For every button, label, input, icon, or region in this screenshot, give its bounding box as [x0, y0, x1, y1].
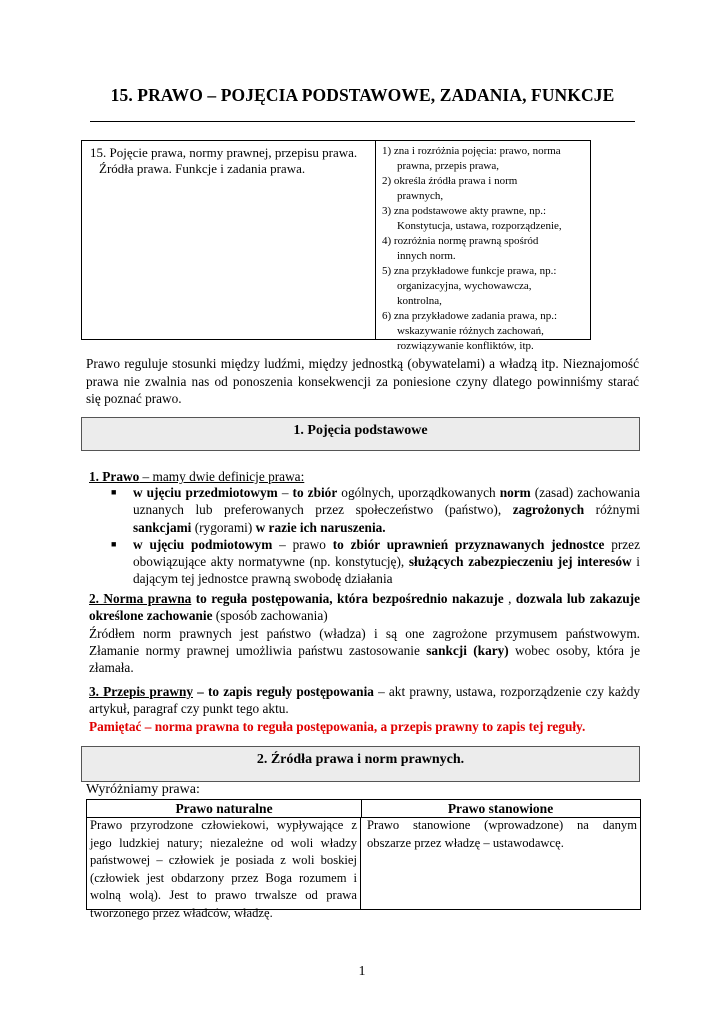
text: przez	[604, 536, 640, 552]
text: i	[631, 554, 640, 570]
text: złamała.	[89, 660, 134, 676]
law-definitions-list	[89, 484, 640, 588]
cell-line: państwowej – człowiek je posiada z woli boskiej	[90, 853, 357, 867]
bold-text: to reguła postępowania, która bezpośrednio nakazuje	[191, 591, 504, 606]
remember-note: Pamiętać – norma prawna to reguła postępowania, a przepis prawny to zapis tej reguły.	[89, 718, 586, 734]
list-item-subjective-definition	[89, 536, 640, 588]
page-title: 15. PRAWO – POJĘCIA PODSTAWOWE, ZADANIA, FUNKCJE	[110, 85, 615, 105]
objective-text: Konstytucja, ustawa, rozporządzenie,	[397, 220, 562, 232]
bold-text: norm	[499, 485, 531, 500]
objective-text: 3) zna podstawowe akty prawne, np.:	[382, 205, 547, 217]
text: ,	[503, 591, 516, 606]
statutory-law-cell	[361, 817, 640, 909]
header-statutory-law: Prawo stanowione	[447, 801, 554, 816]
intro-line: prawa nie zwalnia nas od ponoszenia konsekwencji za poniesione czyny dlatego powinniśmy starać	[86, 373, 639, 389]
law-types-intro: Wyróżniamy prawa:	[86, 782, 200, 797]
cell-line: Prawo przyrodzone człowiekowi, wypływające z	[90, 818, 357, 832]
definition-legal-norm	[89, 590, 640, 676]
intro-line: Prawo reguluje stosunki między ludźmi, między jednostką (obywatelami) a władzą itp. Nieznajomość	[86, 356, 639, 371]
bold-text: – to zapis reguły postępowania	[193, 684, 374, 699]
text: (zasad) zachowania	[530, 485, 640, 500]
bold-text: w ujęciu przedmiotowym	[133, 485, 278, 500]
text: Źródłem norm prawnych jest państwo (władza) i są one zagrożone przymusem państwowym.	[89, 625, 640, 641]
intro-paragraph	[86, 355, 639, 408]
objective-text: 1) zna i rozróżnia pojęcia: prawo, norma	[382, 145, 561, 157]
topic-line-2: Źródła prawa. Funkcje i zadania prawa.	[99, 161, 306, 176]
topic-line-1: 15. Pojęcie prawa, normy prawnej, przepisu prawa.	[90, 145, 358, 160]
objectives-list-cell	[376, 141, 590, 352]
objectives-topic-cell	[82, 141, 376, 339]
cell-line: (człowiek jest obdarzony przez Boga rozumem i	[90, 870, 357, 885]
text: (sposób zachowania)	[212, 608, 328, 624]
objective-text: prawnych,	[397, 190, 444, 202]
page-number: 1	[358, 964, 366, 979]
objective-item-2	[382, 174, 586, 204]
law-label-rest: – mamy dwie definicje prawa:	[139, 469, 305, 484]
objective-text: rozwiązywanie konfliktów, itp.	[397, 340, 534, 352]
objective-text: 5) zna przykładowe funkcje prawa, np.:	[382, 265, 557, 277]
bold-text: w ujęciu podmiotowym	[133, 536, 273, 552]
section-heading-2: 2. Źródła prawa i norm prawnych.	[81, 746, 640, 782]
title-underline	[90, 121, 635, 122]
text: (rygorami)	[191, 519, 256, 535]
square-bullet-icon: ■	[111, 487, 117, 497]
norm-label: 2. Norma prawna	[89, 591, 192, 606]
law-types-table	[86, 799, 641, 920]
objective-text: kontrolna,	[397, 295, 442, 307]
bold-text: sankcjami	[133, 519, 192, 535]
objective-text: organizacyjna, wychowawcza,	[397, 280, 532, 292]
bold-text: określone zachowanie	[89, 608, 213, 624]
intro-line: się poznać prawo.	[86, 391, 182, 406]
table-header-row	[87, 800, 640, 818]
text: wobec osoby, która je	[508, 642, 640, 658]
text: ogólnych, uporządkowanych	[337, 485, 500, 500]
text: –	[277, 485, 293, 500]
objective-item-4	[382, 234, 586, 264]
objective-text: wskazywanie różnych zachowań,	[397, 325, 544, 337]
objective-text: innych norm.	[397, 250, 456, 262]
objective-item-3	[382, 204, 586, 234]
definition-legal-provision	[89, 683, 640, 735]
objective-item-5	[382, 264, 586, 309]
header-natural-law: Prawo naturalne	[87, 800, 362, 817]
text: obowiązujące akty normatywne (np. konstytucję),	[133, 554, 409, 570]
bold-text: dozwala lub zakazuje	[515, 591, 640, 606]
objective-text: 4) rozróżnia normę prawną spośród	[382, 235, 539, 247]
text: różnymi	[584, 502, 640, 518]
objective-item-1	[382, 144, 586, 174]
definition-law-heading	[89, 468, 640, 485]
text: – akt prawny, ustawa, rozporządzenie czy każdy	[373, 684, 640, 699]
cell-line: jego ludzkiej natury; niezależne od woli władzy	[90, 835, 357, 850]
text: uznanych lub preferowanych przez społeczeństwo (państwo),	[133, 502, 513, 518]
objectives-table	[81, 140, 591, 352]
natural-law-cell	[87, 817, 361, 920]
text: – prawo	[272, 536, 333, 552]
objective-text: 2) określa źródła prawa i norm	[382, 175, 518, 187]
bold-text: w razie ich naruszenia.	[255, 519, 386, 535]
objective-text: prawna, przepis prawa,	[397, 160, 500, 172]
text: dającym tej jednostce prawną swobodę działania	[133, 571, 393, 587]
objective-text: 6) zna przykładowe zadania prawa, np.:	[382, 310, 558, 322]
provision-label: 3. Przepis prawny	[89, 684, 193, 699]
bold-text: zagrożonych	[512, 502, 585, 518]
list-item-objective-definition	[89, 484, 640, 536]
cell-line: wolną wolą). Jest to prawo trwalsze od prawa	[90, 888, 357, 902]
text: artykuł, paragraf czy punkt tego aktu.	[89, 701, 289, 717]
text: Złamanie normy prawnej umożliwia państwu zastosowanie	[89, 642, 427, 658]
bold-text: sankcji (kary)	[426, 642, 509, 658]
objective-item-6	[382, 309, 586, 354]
cell-line: Prawo stanowione (wprowadzone) na danym	[367, 818, 637, 832]
bold-text: służących zabezpieczeniu jej interesów	[408, 554, 632, 570]
cell-line: obszarze przez władzę – ustawodawcę.	[367, 835, 564, 850]
section-heading-1: 1. Pojęcia podstawowe	[81, 417, 640, 451]
cell-line: tworzonego przez władców, władzę.	[90, 905, 273, 920]
law-label: 1. Prawo	[89, 469, 140, 484]
square-bullet-icon: ■	[111, 538, 117, 549]
bold-text: to zbiór	[292, 485, 338, 500]
bold-text: to zbiór uprawnień przyznawanych jednostce	[332, 536, 605, 552]
